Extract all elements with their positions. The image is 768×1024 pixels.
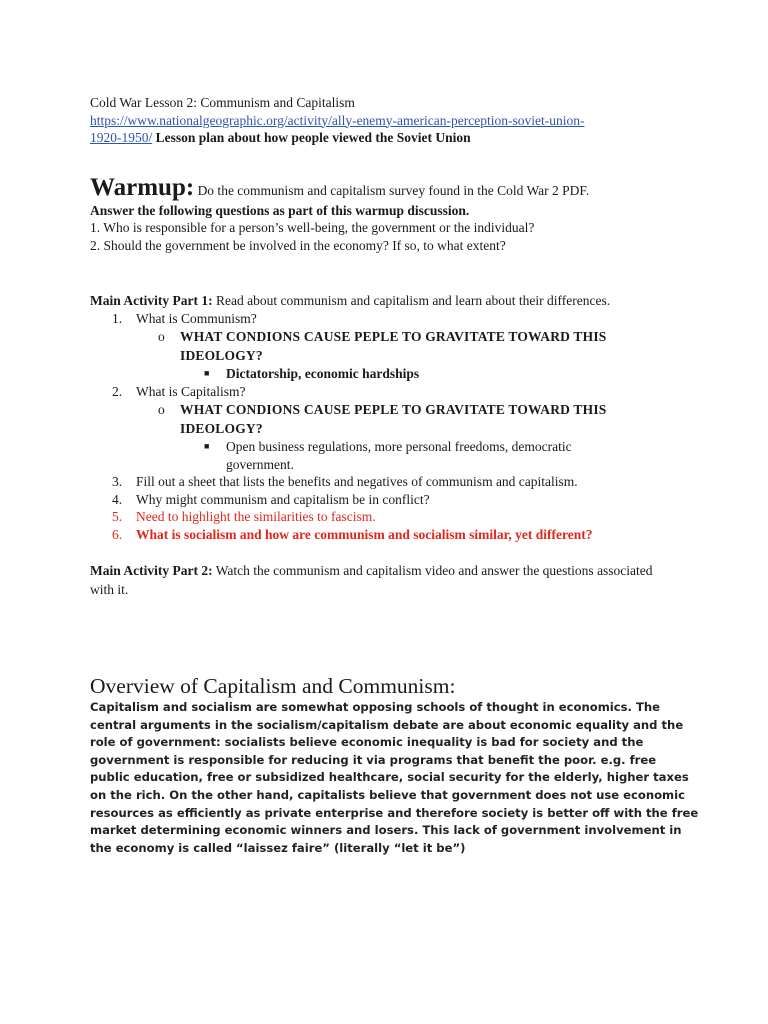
part2-label: Main Activity Part 2: (90, 563, 213, 578)
warmup-heading: Warmup: (90, 173, 195, 201)
lesson-title: Cold War Lesson 2: Communism and Capitalism (90, 95, 355, 110)
circle-bullet-icon: o (158, 329, 165, 344)
sub-answer-text: Open business regulations, more personal freedoms, democratic government. (226, 439, 572, 472)
list-item-highlight (90, 526, 690, 544)
list-text: What is socialism and how are communism and socialism similar, yet different? (136, 526, 593, 542)
part1-label: Main Activity Part 1: (90, 293, 213, 308)
list-item (90, 491, 690, 509)
overview-line: market determining economic winners and losers. This lack of government involvement in (90, 823, 682, 838)
list-text: Why might communism and capitalism be in conflict? (136, 491, 430, 507)
overview-line: role of government: socialists believe economic inequality is bad for society and the (90, 735, 644, 750)
list-text: Need to highlight the similarities to fascism. (136, 509, 376, 524)
overview-line: on the rich. On the other hand, capitalists believe that government does not use economic (90, 787, 685, 802)
overview-line: Capitalism and socialism are somewhat opposing schools of thought in economics. The (90, 700, 660, 714)
sub-question-text: WHAT CONDIONS CAUSE PEPLE TO GRAVITATE TOWARD THIS IDEOLOGY? (180, 329, 607, 363)
sub-question-text: WHAT CONDIONS CAUSE PEPLE TO GRAVITATE TOWARD THIS IDEOLOGY? (180, 402, 607, 436)
circle-bullet-icon: o (158, 402, 165, 417)
list-item-highlight (90, 508, 690, 526)
list-text: What is Communism? (136, 310, 257, 326)
square-bullet-icon: ■ (204, 441, 210, 451)
part1-heading (90, 292, 690, 310)
list-number: 2. (112, 383, 123, 399)
sub-answer (90, 438, 626, 473)
lesson-link-part1[interactable]: https://www.nationalgeographic.org/activity/ally-enemy-american-perception-soviet-union- (90, 112, 585, 128)
lesson-link-part2[interactable]: 1920-1950/ (90, 130, 153, 145)
warmup-text: Do the communism and capitalism survey found in the Cold War 2 PDF. (194, 182, 590, 198)
list-number: 4. (112, 491, 123, 507)
warmup-instruction: Answer the following questions as part of this warmup discussion. (90, 202, 470, 218)
document-page (90, 92, 690, 599)
overview-line: resources as efficiently as private enterprise and therefore society is better off with the free (90, 805, 699, 820)
list-item (90, 383, 690, 401)
lesson-link-line-2 (90, 129, 690, 147)
square-bullet-icon: ■ (204, 368, 210, 378)
sub-question (90, 327, 690, 365)
part2-paragraph (90, 562, 660, 599)
list-number: 6. (112, 526, 123, 542)
list-number: 1. (112, 310, 123, 326)
list-text: What is Capitalism? (136, 383, 246, 399)
sub-question (90, 400, 690, 438)
list-text: Fill out a sheet that lists the benefits and negatives of communism and capitalism. (136, 474, 578, 489)
list-number: 3. (112, 474, 123, 489)
sub-answer-text: Dictatorship, economic hardships (226, 366, 420, 381)
list-number: 5. (112, 509, 123, 524)
list-item (90, 310, 690, 328)
overview-line: the economy is called “laissez faire” (literally “let it be”) (90, 840, 466, 855)
overview-line: central arguments in the socialism/capitalism debate are about economic equality and the (90, 717, 684, 732)
warmup-question: 1. Who is responsible for a person’s well-being, the government or the individual? (90, 220, 535, 235)
overview-line: government is responsible for reducing it via programs that benefit the poor. e.g. free (90, 752, 657, 767)
overview-paragraph (90, 699, 699, 857)
overview-line: public education, free or subsidized healthcare, social security for the elderly, higher taxes (90, 770, 689, 785)
part2-text: Watch the communism and capitalism video and answer the questions associated with it. (90, 563, 653, 597)
part1-text: Read about communism and capitalism and learn about their differences. (212, 293, 611, 308)
sub-answer (90, 365, 626, 383)
warmup-heading-row (90, 174, 690, 202)
warmup-question: 2. Should the government be involved in the economy? If so, to what extent? (90, 237, 506, 253)
list-item (90, 473, 690, 491)
lesson-link-note: Lesson plan about how people viewed the Soviet Union (152, 130, 471, 145)
lesson-link-line-1 (90, 112, 690, 130)
overview-title: Overview of Capitalism and Communism: (90, 674, 456, 698)
